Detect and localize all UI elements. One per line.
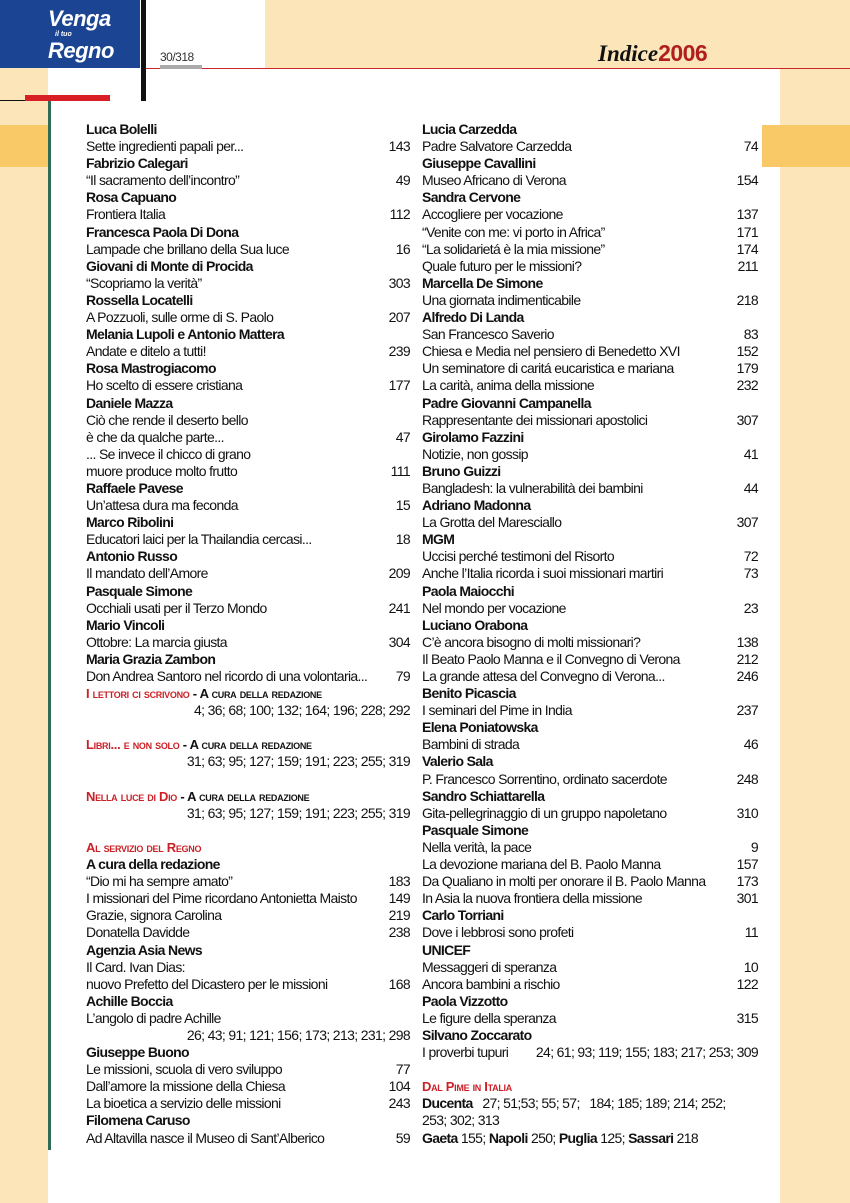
entry-page: 18 [395,531,410,548]
index-entry [422,224,758,241]
entry-title: Un seminatore di caritá eucaristica e mariana [422,360,674,377]
blank-line [86,822,410,839]
index-entry [422,839,758,856]
entry-title: Grazie, signora Carolina [86,907,222,924]
entry-title: Dall’amore la missione della Chiesa [86,1078,286,1095]
magazine-logo [0,0,140,68]
entry-page: 212 [736,650,758,667]
entry-title: Educatori laici per la Thailandia cercasi... [86,531,312,548]
page-title [598,40,707,67]
index-entry [86,976,410,993]
logo-line-3: Regno [48,38,114,63]
author-heading: Giuseppe Buono [86,1044,189,1061]
index-entry [86,873,410,890]
location-pages: 218 [673,1129,699,1146]
index-entry [86,634,410,651]
index-entry [86,138,410,155]
location-entry [422,1130,758,1147]
author-heading: Rossella Locatelli [86,291,193,308]
author-heading: Giovani di Monte di Procida [86,257,253,274]
index-entry [422,258,758,275]
section-heading-text [86,736,312,753]
entry-page: 232 [736,377,758,394]
index-entry [86,1078,410,1095]
entry-title: Le missioni, scuola di vero sviluppo [86,1061,283,1078]
section-heading [422,1078,758,1095]
section-heading-text [422,1078,512,1095]
page-list [86,753,410,770]
index-entry [86,1010,410,1027]
index-entry [422,1010,758,1027]
section-title: Nella luce di Dio [86,788,178,804]
author-heading: Marco Ribolini [86,514,174,531]
entry-title: La bioetica a servizio delle missioni [86,1095,281,1112]
index-entry [422,651,758,668]
location-name: Napoli [488,1129,528,1146]
page-list-text: 31; 63; 95; 127; 159; 191; 223; 255; 319 [186,753,410,770]
index-entry [422,890,758,907]
entry-title: Le figure della speranza [422,1009,556,1026]
entry-title: Il Beato Paolo Manna e il Convegno di Verona [422,650,680,667]
title-word: Indice [598,41,659,66]
page-list [86,1027,410,1044]
entry-page: 111 [390,462,410,479]
entry-title: “La solidarietá è la mia missione” [422,240,605,257]
entry-page: 315 [736,1009,758,1026]
author-heading: A cura della redazione [86,856,220,873]
header-background [265,0,850,68]
index-entry [422,548,758,565]
index-entry [422,514,758,531]
entry-title: Andate e ditelo a tutti! [86,343,206,360]
page-indicator-underline [160,65,202,69]
entry-page: 9 [750,838,758,855]
entry-title: Museo Africano di Verona [422,172,566,189]
index-entry [422,446,758,463]
index-entry [86,275,410,292]
entry-title: Donatella Davidde [86,924,190,941]
entry-title: Nella verità, la pace [422,838,532,855]
section-title: I lettori ci scrivono [86,686,190,702]
author-heading: Agenzia Asia News [86,941,203,958]
index-entry [86,924,410,941]
author-heading: Sandra Cervone [422,189,521,206]
page-list-text: 4; 36; 68; 100; 132; 164; 196; 228; 292 [194,702,410,719]
index-entry [422,668,758,685]
entry-title: Dove i lebbrosi sono profeti [422,924,574,941]
index-entry [422,138,758,155]
index-entry [422,292,758,309]
author-heading: Carlo Torriani [422,907,504,924]
page-list [86,805,410,822]
index-entry [422,206,758,223]
entry-title: Un’attesa dura ma feconda [86,497,238,514]
index-entry [86,1095,410,1112]
entry-title: Da Qualiano in molti per onorare il B. Paolo Manna [422,873,706,890]
author-heading: Rosa Capuano [86,189,177,206]
entry-title: Chiesa e Media nel pensiero di Benedetto XVI [422,343,680,360]
left-margin-strip [0,68,48,1203]
entry-page: 112 [389,206,410,223]
index-entry [422,924,758,941]
entry-page: 301 [736,890,758,907]
blank-line [86,771,410,788]
entry-page: 79 [395,668,410,684]
author-heading: Pasquale Simone [422,821,529,838]
index-entry [422,172,758,189]
entry-page: 179 [736,360,758,377]
entry-page: 207 [388,309,410,326]
author-heading: Rosa Mastrogiacomo [86,360,216,377]
entry-title: Rappresentante dei missionari apostolici [422,411,648,428]
entry-title: Don Andrea Santoro nel ricordo di una volontaria... [86,668,368,684]
page-list [86,702,410,719]
entry-title: Padre Salvatore Carzedda [422,138,572,155]
entry-title: Nel mondo per vocazione [422,599,566,616]
entry-page: 310 [736,804,758,821]
entry-title: “Scopriamo la verità” [86,274,202,291]
index-entry [86,565,410,582]
author-heading: Benito Picascia [422,685,516,702]
author-heading: MGM [422,531,455,548]
index-entry [86,377,410,394]
entry-title: “Dio mi ha sempre amato” [86,873,233,890]
index-entry [86,241,410,258]
entry-title: “Venite con me: vi porto in Africa” [422,223,605,240]
entry-page: 304 [388,633,410,650]
entry-title: Bambini di strada [422,736,520,753]
index-entry [86,600,410,617]
author-heading: Giuseppe Cavallini [422,155,536,172]
entry-title: Ho scelto di essere cristiana [86,377,243,394]
entry-page: 138 [736,633,758,650]
index-entry [422,412,758,429]
title-year: 2006 [658,40,708,66]
entry-title: San Francesco Saverio [422,326,554,343]
page-indicator: 30/318 [160,50,194,64]
index-entry [422,565,758,582]
index-entry [86,1130,410,1147]
author-heading: Pasquale Simone [86,582,193,599]
author-heading: Filomena Caruso [86,1112,190,1129]
author-heading: Achille Boccia [86,992,173,1009]
index-entry [86,959,410,976]
entry-page: 171 [736,223,758,240]
left-margin-band [0,125,48,167]
entry-title: Lampade che brillano della Sua luce [86,240,289,257]
location-text [422,1095,726,1112]
author-heading: Luciano Orabona [422,616,528,633]
entry-page: 248 [736,770,758,787]
entry-title: Gita-pellegrinaggio di un gruppo napoletano [422,804,667,821]
section-subtitle: - A cura della redazione [177,788,310,804]
index-entry [86,531,410,548]
author-heading: Mario Vincoli [86,616,165,633]
author-heading: Silvano Zoccarato [422,1026,532,1043]
entry-page: 137 [736,206,758,223]
index-entry [86,907,410,924]
author-heading: Paola Vizzotto [422,992,508,1009]
location-pages: 155; [457,1129,489,1146]
index-entry [86,309,410,326]
entry-title: La Grotta del Maresciallo [422,514,562,531]
entry-page: 239 [388,343,410,360]
index-entry [422,326,758,343]
location-pages: 253; 302; 313 [422,1112,500,1129]
index-entry [422,360,758,377]
entry-page: 241 [388,599,410,616]
entry-title: Il mandato dell’Amore [86,565,208,582]
entry-title: Messaggeri di speranza [422,958,557,975]
index-entry [86,890,410,907]
section-heading-text [86,788,309,805]
author-heading: Maria Grazia Zambon [86,650,216,667]
author-heading: Elena Poniatowska [422,719,538,736]
author-heading: Daniele Mazza [86,394,173,411]
entry-title: muore produce molto frutto [86,462,238,479]
entry-page: 16 [395,240,410,257]
entry-title: A Pozzuoli, sulle orme di S. Paolo [86,309,274,326]
author-heading: Girolamo Fazzini [422,428,524,445]
section-heading-text [86,685,322,702]
index-entry [86,412,410,429]
index-entry [422,873,758,890]
author-heading: Paola Maiocchi [422,582,515,599]
entry-page: 143 [388,138,410,155]
entry-page: 237 [736,702,758,719]
entry-title: I seminari del Pime in India [422,702,572,719]
entry-page: 183 [388,873,410,890]
location-pages: 27; 51;53; 55; 57; 184; 185; 189; 214; 252; [472,1095,726,1112]
author-heading: Sandro Schiattarella [422,787,545,804]
section-heading [86,736,410,753]
entry-title: La grande attesa del Convegno di Verona... [422,668,665,684]
entry-page: 246 [736,668,758,684]
right-margin-strip [780,68,850,1203]
logo-line-1: Venga [48,6,111,31]
entry-page: 238 [388,924,410,941]
header-rule [146,68,850,69]
entry-title: Anche l’Italia ricorda i suoi missionari martiri [422,565,664,582]
page-list-text: 26; 43; 91; 121; 156; 173; 213; 231; 298 [186,1026,410,1043]
index-entry [422,480,758,497]
red-accent-bar [25,95,110,101]
location-name: Ducenta [422,1095,473,1112]
entry-title: Ancora bambini a rischio [422,975,560,992]
section-heading [86,788,410,805]
header-divider [141,0,146,101]
blank-line [86,719,410,736]
index-entry [422,600,758,617]
entry-title: Frontiera Italia [86,206,166,223]
index-entry [86,463,410,480]
section-title: Al servizio del Regno [86,839,202,855]
entry-page: 209 [388,565,410,582]
location-entry [422,1112,758,1129]
entry-title: I proverbi tupuri [422,1044,509,1061]
entry-title: Sette ingredienti papali per... [86,138,244,155]
entry-page: 243 [388,1095,410,1112]
entry-title: ... Se invece il chicco di grano [86,445,251,462]
location-name: Puglia [558,1129,597,1146]
index-entry [86,497,410,514]
entry-page: 173 [736,873,758,890]
section-title: Dal Pime in Italia [422,1079,512,1095]
index-entry [422,856,758,873]
entry-page: 49 [395,172,410,189]
index-entry [422,771,758,788]
entry-title: Quale futuro per le missioni? [422,257,582,274]
index-entry [422,1044,758,1061]
entry-page: 74 [743,138,758,155]
author-heading: Adriano Madonna [422,497,531,514]
entry-page: 11 [744,924,758,941]
location-name: Gaeta [422,1129,458,1146]
entry-page: 23 [743,599,758,616]
entry-title: C’è ancora bisogno di molti missionari? [422,633,641,650]
index-column-right [422,121,758,1147]
location-pages: 250; [527,1129,559,1146]
index-entry [86,172,410,189]
entry-page: 104 [388,1078,410,1095]
author-heading: Francesca Paola Di Dona [86,223,239,240]
author-heading: UNICEF [422,941,471,958]
index-entry [422,805,758,822]
author-heading: Raffaele Pavese [86,479,183,496]
entry-title: “Il sacramento dell’incontro” [86,172,240,189]
author-heading: Lucia Carzedda [422,121,517,137]
entry-page: 15 [395,497,410,514]
entry-title: Notizie, non gossip [422,445,528,462]
entry-page: 122 [736,975,758,992]
index-entry [86,446,410,463]
index-entry [86,668,410,685]
entry-page: 307 [736,514,758,531]
entry-page: 83 [743,326,758,343]
entry-title: Accogliere per vocazione [422,206,563,223]
index-entry [422,702,758,719]
entry-title: è che da qualche parte... [86,428,224,445]
entry-page: 154 [736,172,758,189]
entry-title: Ciò che rende il deserto bello [86,411,248,428]
entry-page: 72 [743,548,758,565]
author-heading: Melania Lupoli e Antonio Mattera [86,326,285,343]
entry-title: Una giornata indimenticabile [422,291,581,308]
author-heading: Bruno Guizzi [422,462,501,479]
author-heading: Alfredo Di Landa [422,309,524,326]
entry-page: 41 [743,445,758,462]
entry-page: 219 [388,907,410,924]
entry-title: P. Francesco Sorrentino, ordinato sacerdote [422,770,667,787]
entry-page: 149 [388,890,410,907]
entry-title: Bangladesh: la vulnerabilità dei bambini [422,479,643,496]
index-entry [86,1061,410,1078]
entry-page: 168 [388,975,410,992]
entry-page: 46 [743,736,758,753]
entry-page: 73 [743,565,758,582]
entry-title: In Asia la nuova frontiera della missione [422,890,643,907]
index-entry [422,241,758,258]
location-name: Sassari [628,1129,674,1146]
entry-page: 152 [736,343,758,360]
index-entry [86,343,410,360]
location-entry [422,1095,758,1112]
entry-title: nuovo Prefetto del Dicastero per le missioni [86,975,328,992]
entry-title: Ottobre: La marcia giusta [86,633,227,650]
logo-line-2: il tuo [55,31,72,38]
author-heading: Valerio Sala [422,753,493,770]
section-subtitle: - A cura della redazione [179,737,312,753]
index-entry [422,634,758,651]
entry-title: L’angolo di padre Achille [86,1009,221,1026]
author-heading: Antonio Russo [86,548,178,565]
entry-page: 47 [395,428,410,445]
index-entry [422,736,758,753]
entry-page: 303 [388,274,410,291]
entry-title: Uccisi perché testimoni del Risorto [422,548,614,565]
margin-rule [0,100,25,101]
location-pages: 125; [596,1129,629,1146]
entry-page: 307 [736,411,758,428]
entry-title: La carità, anima della missione [422,377,595,394]
author-heading: Marcella De Simone [422,274,543,291]
entry-title: I missionari del Pime ricordano Antonietta Maisto [86,890,357,907]
index-entry [86,429,410,446]
entry-page: 59 [395,1129,410,1146]
index-entry [422,959,758,976]
index-entry [422,976,758,993]
entry-page: 77 [395,1061,410,1078]
entry-page: 157 [736,856,758,873]
index-column-left [86,121,410,1147]
author-heading: Padre Giovanni Campanella [422,394,591,411]
entry-page: 177 [388,377,410,394]
section-heading-text [86,839,201,856]
page-list-text: 31; 63; 95; 127; 159; 191; 223; 255; 319 [186,804,410,821]
entry-page: 10 [743,958,758,975]
section-title: Libri... e non solo [86,737,180,753]
entry-page: 24; 61; 93; 119; 155; 183; 217; 253; 309 [535,1044,758,1061]
section-subtitle: - A cura della redazione [189,686,322,702]
section-heading [86,839,410,856]
column-rule [48,101,51,1150]
blank-line [422,1061,758,1078]
index-entry [422,343,758,360]
entry-page: 174 [736,240,758,257]
entry-page: 44 [743,479,758,496]
entry-title: La devozione mariana del B. Paolo Manna [422,856,661,873]
author-heading: Luca Bolelli [86,121,157,137]
entry-page: 218 [736,291,758,308]
index-entry [422,377,758,394]
entry-title: Ad Altavilla nasce il Museo di Sant’Alberico [86,1129,325,1146]
author-heading: Fabrizio Calegari [86,155,188,172]
entry-title: Occhiali usati per il Terzo Mondo [86,599,267,616]
location-text [422,1112,499,1129]
location-text [422,1130,698,1147]
index-entry [86,206,410,223]
section-heading [86,685,410,702]
entry-page: 211 [737,257,758,274]
right-margin-band [762,125,850,167]
entry-title: Il Card. Ivan Dias: [86,958,185,975]
